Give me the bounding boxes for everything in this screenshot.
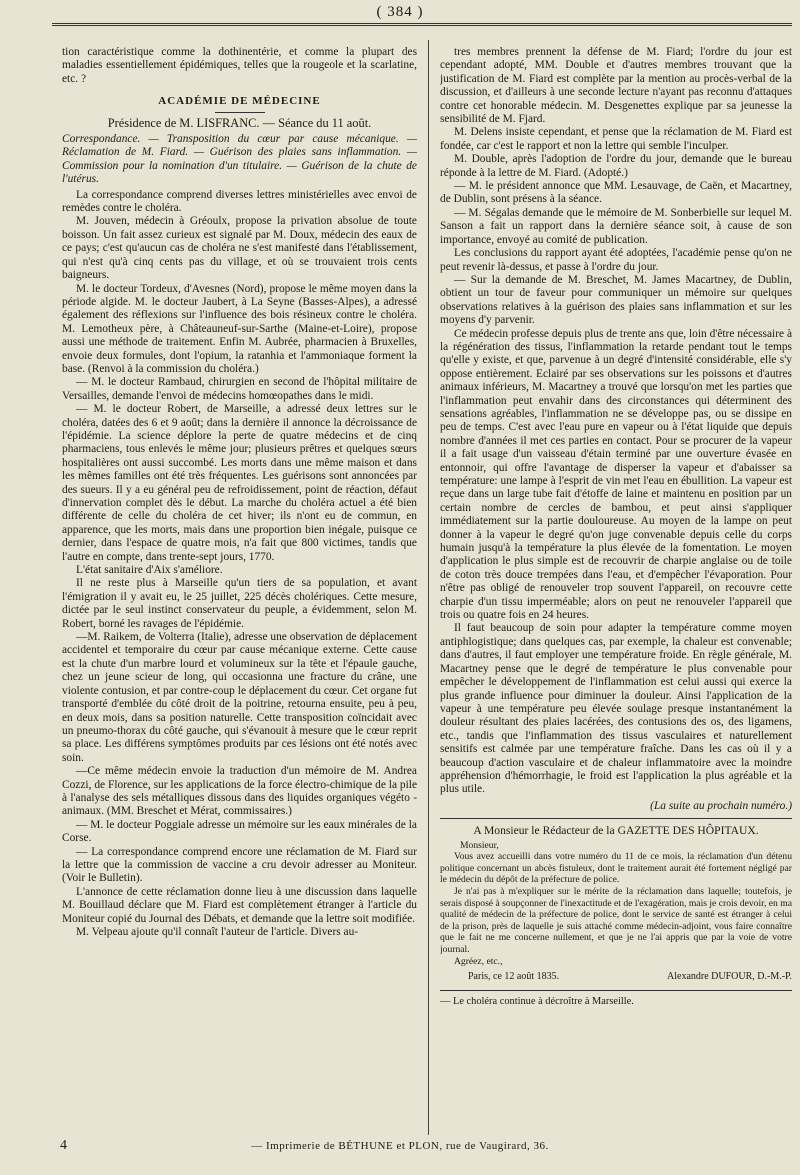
paragraph: — La correspondance comprend encore une réclamation de M. Fiard sur la lettre que la commission de vaccine a cru devoir adresser au Moniteur. (Voir le Bulletin). (62, 845, 417, 885)
paragraph: — M. Ségalas demande que le mémoire de M. Sonberbielle sur lequel M. Sanson a fait un rapport dans la dernière séance soit, à cause de son importance, envoyé au comité de publication. (440, 206, 792, 246)
paragraph: tres membres prennent la défense de M. Fiard; l'ordre du jour est cependant adopté, MM. Double et d'autres membres trouvant que la justification de M. Fiard est complète par la mention au procès-verbal de la discussion, et d'ailleurs à une seconde lecture n'ayant pas reconnu d'attaques contre cet honorable médecin. M. Desgenettes explique par sa jeunesse la sensibilité de M. Fjard. (440, 46, 792, 126)
paragraph: — M. le docteur Poggiale adresse un mémoire sur les eaux minérales de la Corse. (62, 818, 417, 845)
paragraph: M. Jouven, médecin à Gréoulx, propose la privation absolue de toute boisson. Un fait assez curieux est signalé par M. Doux, médecin des eaux de ce pays; c'est qu'aucun cas de choléra ne s'est manifesté dans l'établissement, qui n'est qu'à cinq cents pas du village, et où se trouvaient trois cents baigneurs. (62, 215, 417, 282)
paragraph: —M. Raikem, de Volterra (Italie), adresse une observation de déplacement accidentel et temporaire du cœur par cause mécanique externe. Cette cause est la chute d'un marbre lourd et volumineux sur la tête et l'épaule gauche, chez un jeune scieur de long, qui occasionna une fracture du crâne, une violente contusion, et par contre-coup le déplacement du cœur. Cet organe fut transporté d'emblée du côté droit de la poitrine, retourna ensuite, peu à peu, en deux mois, dans sa position naturelle. Cette transposition coïncidait avec un pneumo-thorax du côté gauche, qui s'évanouit à mesure que le cœur reprit sa place. Les différens symptômes produits par ces lésions ont été notés avec soin. (62, 631, 417, 764)
paragraph: — M. le docteur Robert, de Marseille, a adressé deux lettres sur le choléra, datées des 6 et 9 août; dans la dernière il annonce la décroissance de l'épidémie. La science déplore la perte de quatre médecins et de cinq pharmaciens, tous enlevés le même jour; plusieurs prêtres et quelques sœurs hospitalières ont aussi succombé. Les morts dans une même maison et dans les mêmes familles ont été très fréquentes. Les guérisons sont annoncées par des sueurs. Il y a eu général peu de refroidissement, point de réaction, défaut d'innervation complet dès le début. La marche du choléra actuel a été bien différente de celle du choléra de cet hiver; ils n'ont eu de commun, en apparence, que les morts, mais dans une proportion bien inégale, puisque ce dernier, dans l'espace de quatre mois, n'a fait que 800 victimes, tandis que l'autre en compte, dans trente-sept jours, 1770. (62, 403, 417, 563)
intro-paragraph: tion caractéristique comme la dothinentérie, et comme la plupart des maladies essentiellement épidémiques, telles que la rougeole et la scarlatine, etc. ? (62, 46, 417, 85)
paragraph: Ce médecin professe depuis plus de trente ans que, loin d'être nécessaire à la régénération des tissus, l'inflammation la retarde pendant tout le temps qu'elle y existe, et que, parvenue à un degré d'intensité considérable, elle s'y oppose entièrement. Eclairé par ses observations sur les poissons et d'autres animaux inférieurs, M. Macartney a trouvé que lorsqu'on met les parties que l'inflammation peut envahir dans des circonstances qui déterminent des sensations agréables, l'inflammation ne se développe pas, ou se dissipe en peu de temps. C'est avec l'eau pure en vapeur ou à l'état liquide que depuis nombre d'années il met ces parties en contact. Pour se procurer de la vapeur il a fait usage d'un vaisseau d'étain terminé par une ouverture évasée en entonnoir, qui offre l'avantage de disperser la vapeur et d'abaisser sa température: une lampe à l'esprit de vin met l'eau en ébullition. La vapeur est reçue dans un large tube fait d'étoffe de laine et maintenu en position par un certain nombre de cercles de bambou, et peut ainsi s'appliquer immédiatement sur la partie douloureuse. Au moyen de la lampe on peut donner à la vapeur le degré qu'on juge convenable depuis celle du corps humain jusqu'à la température la plus élevée de la fomentation. Le moyen d'application le plus simple est de recouvrir de charpie anglaise ou de toile de coton très douce trempées dans l'eau, et d'empêcher l'évaporation. Pour n'être pas obligé de renouveler trop souvent l'appareil, on recouvre cette charpie d'un tissu imperméable; alors on peut ne renouveler l'appareil que trois ou quatre fois en 24 heures. (440, 327, 792, 622)
title-rule (215, 112, 265, 113)
paragraph: —Ce même médecin envoie la traduction d'un mémoire de M. Andrea Cozzi, de Florence, sur les applications de la force électro-chimique de la pile à l'analyse des sels métalliques dissous dans des liquides organiques végéto - animaux. (MM. Breschet et Mérat, commissaires.) (62, 765, 417, 818)
continuation-credit: (La suite au prochain numéro.) (650, 799, 792, 812)
letter-salutation: Monsieur, (460, 839, 499, 851)
printer-footer: — Imprimerie de BÉTHUNE et PLON, rue de Vaugirard, 36. (251, 1140, 549, 1152)
paragraph: — M. le docteur Rambaud, chirurgien en second de l'hôpital militaire de Versailles, demande l'envoi de médecins homœopathes dans le midi. (62, 376, 417, 402)
paragraph: Agréez, etc., (454, 955, 503, 967)
paragraph: Il faut beaucoup de soin pour adapter la température comme moyen antiphlogistique; dans quelques cas, par exemple, la chaleur est convenable; dans d'autres, il faut employer une température froide. En règle générale, M. Macartney pense que le degré de température le plus convenable pour empêcher le développement de l'inflammation est celui aussi qui exerce la plus grande influence pour diminuer la douleur. Ainsi l'application de la vapeur à une température peu élevée soulage presque instantanément la douleur résultant des plaies lacérées, des contusions des os, des ligamens, etc., tandis que l'inflammation des tissus vasculaires et naturellement sensitifs est calmée par une température fraîche. Dans les cas où il y a beaucoup d'action vasculaire et de chaleur inflammatoire avec la moindre appréhension d'hémorrhagie, le froid est l'application la plus agréable et la plus utile. (440, 622, 792, 796)
paragraph: — M. le président annonce que MM. Lesauvage, de Caën, et Macartney, de Dublin, sont présens à la séance. (440, 180, 792, 206)
right-paragraphs (440, 46, 792, 797)
page-number: ( 384 ) (376, 4, 424, 20)
section-title (62, 95, 417, 112)
signature-place: Paris, ce 12 août 1835. (468, 971, 560, 983)
signature-name: Alexandre DUFOUR, D.-M.-P. (667, 971, 792, 983)
column-divider (428, 40, 429, 1135)
section-title-text: ACADÉMIE DE MÉDECINE (158, 95, 321, 108)
paragraph: Je n'ai pas à m'expliquer sur le mérite de la réclamation dans laquelle; toutefois, je serais disposé à soupçonner de l'inexactitude et de l'exagération, mais je crois devoir, en ma qualité de médecin de la préfecture de police, dont le service de santé est étranger à celui de la prison, près de laquelle je suis attaché comme médecin-adjoint, vous faire connaître que le fait ne me concerne nullement, et que je ne l'ai appris que par la voie de votre journal. (440, 885, 792, 955)
paragraph: M. Delens insiste cependant, et pense que la réclamation de M. Fiard est fondée, car c'est le rapport et non la lettre qui semble l'inculper. (440, 126, 792, 152)
right-column (440, 46, 792, 1136)
paragraph: La correspondance comprend diverses lettres ministérielles avec envoi de remèdes contre le choléra. (62, 188, 417, 215)
paragraph: M. Double, après l'adoption de l'ordre du jour, demande que le bureau réponde à la lettre de M. Fiard. (Adopté.) (440, 153, 792, 179)
paragraph: Les conclusions du rapport ayant été adoptées, l'académie pense qu'on ne peut revenir là-dessus, et passe à l'ordre du jour. (440, 247, 792, 273)
paragraph: M. Velpeau ajoute qu'il connaît l'auteur de l'article. Divers au- (76, 926, 359, 938)
letter-paragraphs (440, 851, 792, 967)
left-column (62, 46, 417, 1136)
paragraph: M. le docteur Tordeux, d'Avesnes (Nord), propose le même moyen dans la période algide. M. le docteur Jaubert, à La Seyne (Basses-Alpes), a adressé également des réflexions sur l'influence des bois résineux contre le choléra. M. Lemotheux père, à Châteauneuf-sur-Sarthe (Maine-et-Loire), propose aussi une méthode de traitement. Enfin M. Aubrée, pharmacien à Bruxelles, envoie deux formules, dont l'opium, la ratanhia et l'ammoniaque forment la base. (Renvoi à la commission du choléra.) (62, 282, 417, 375)
letter-rule (440, 818, 792, 819)
footer-mark: 4 (60, 1138, 67, 1153)
paragraph: Vous avez accueilli dans votre numéro du 11 de ce mois, la réclamation d'un détenu politique concernant un abcès fistuleux, dont le traitement aurait été fortement négligé par le médecin du dépôt de la préfecture de police. (440, 851, 792, 886)
header-rule (52, 23, 792, 26)
paragraph: L'état sanitaire d'Aix s'améliore. (76, 564, 223, 577)
paragraph: Il ne reste plus à Marseille qu'un tiers de sa population, et avant l'émigration il y avait eu, le 25 juillet, 225 décès cholériques. Cette mesure, dictée par le seul instinct conservateur du peuple, a évidemment, selon M. Robert, borné les ravages de l'épidémie. (62, 577, 417, 630)
session-summary: Correspondance. — Transposition du cœur par cause mécanique. — Réclamation de M. Fiard. — Guérison des plaies sans inflammation. — Commission pour la nomination d'un titulaire. — Guérison de la chute de l'utérus. (62, 133, 417, 186)
letter-signature (440, 970, 792, 983)
presidence-line: Présidence de M. LISFRANC. — Séance du 11 août. (107, 115, 372, 130)
cholera-note: — Le choléra continue à décroître à Marseille. (440, 990, 792, 1008)
letter-heading: A Monsieur le Rédacteur de la GAZETTE DES HÔPITAUX. (473, 824, 759, 838)
left-paragraphs (62, 189, 417, 940)
paragraph: L'annonce de cette réclamation donne lieu à une discussion dans laquelle M. Bouillaud déclare que M. Fiard est complètement étranger à l'article du Moniteur copié du Journal des Débats, et demande que la lettre soit modifiée. (62, 885, 417, 925)
paragraph: — Sur la demande de M. Breschet, M. James Macartney, de Dublin, obtient un tour de faveur pour communiquer un mémoire sur quelques observations relatives à la guérison des plaies sans inflammation et sur les moyens d'y parvenir. (440, 273, 792, 327)
